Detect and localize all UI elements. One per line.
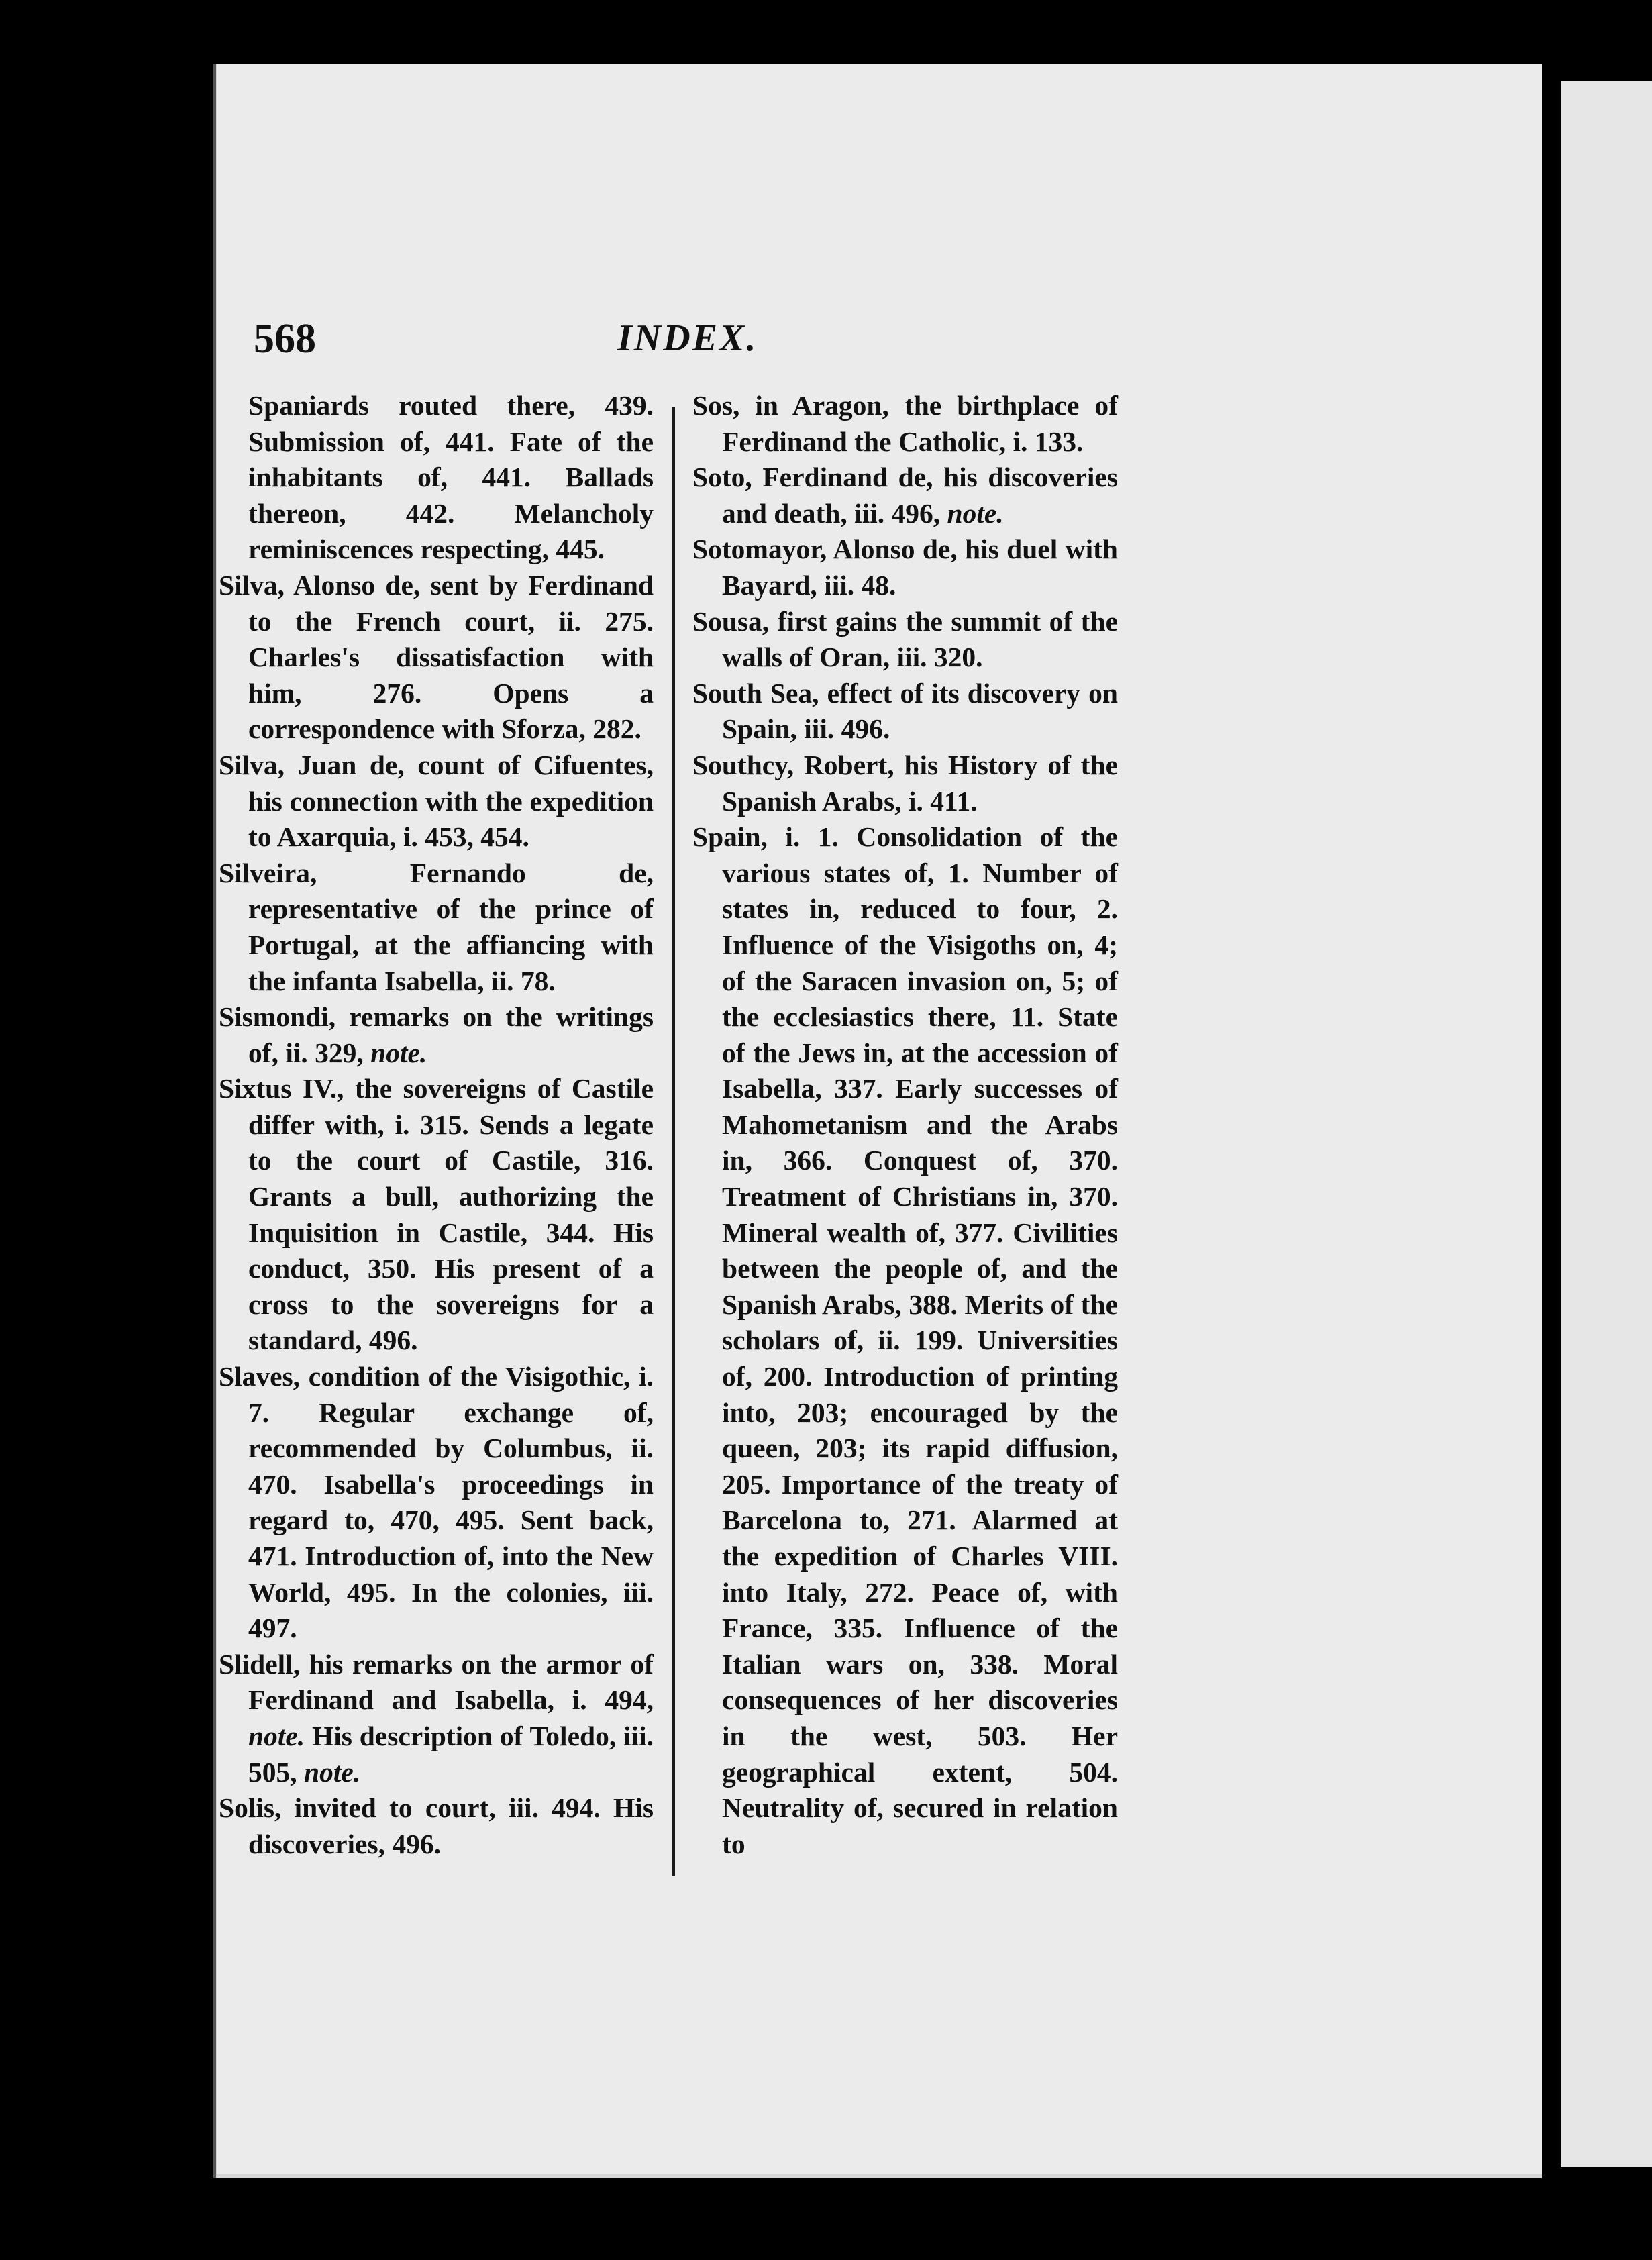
column-divider bbox=[672, 407, 675, 1876]
index-column-right bbox=[692, 388, 1118, 1862]
index-entry bbox=[219, 1647, 654, 1790]
page-header bbox=[0, 315, 1652, 369]
entry-text: Southcy, Robert, his History of the Spanish Arabs, i. 411. bbox=[692, 749, 1118, 817]
index-entry bbox=[219, 856, 654, 999]
entry-text: South Sea, effect of its discovery on Spain, iii. 496. bbox=[692, 677, 1118, 745]
entry-text-continued: His description of Toledo, iii. 505, bbox=[248, 1720, 654, 1788]
index-entry bbox=[219, 748, 654, 856]
entry-text: Soto, Ferdinand de, his discoveries and death, iii. 496, bbox=[692, 462, 1118, 529]
index-entry bbox=[692, 531, 1118, 603]
note-label: note. bbox=[304, 1756, 361, 1788]
page-edge bbox=[213, 64, 216, 2178]
entry-text: Slidell, his remarks on the armor of Ferdinand and Isabella, i. 494, bbox=[219, 1648, 654, 1716]
note-label: note. bbox=[370, 1037, 427, 1068]
page-number: 568 bbox=[254, 316, 316, 362]
entry-text: Sos, in Aragon, the birthplace of Ferdinand the Catholic, i. 133. bbox=[692, 390, 1118, 457]
index-entry bbox=[219, 1071, 654, 1359]
index-entry bbox=[692, 604, 1118, 676]
entry-text: Sousa, first gains the summit of the walls of Oran, iii. 320. bbox=[692, 605, 1118, 673]
entry-text: Silveira, Fernando de, representative of the prince of Portugal, at the affiancing with the infanta Isabella, ii. 78. bbox=[219, 857, 654, 996]
index-column-left bbox=[219, 388, 654, 1862]
entry-text: Solis, invited to court, iii. 494. His discoveries, 496. bbox=[219, 1792, 654, 1859]
entry-text: Sismondi, remarks on the writings of, ii. 329, bbox=[219, 1001, 654, 1068]
entry-text: Slaves, condition of the Visigothic, i. 7. Regular exchange of, recommended by Columbus, ii. 470. Isabella's proceedings in regard to, 470, 495. Sent back, 471. Introduction of, into the New World, 495. In the colonies, iii. 497. bbox=[219, 1361, 654, 1644]
index-entry bbox=[692, 819, 1118, 1862]
index-entry bbox=[219, 999, 654, 1071]
note-label: note. bbox=[947, 497, 1004, 529]
index-entry bbox=[219, 1790, 654, 1862]
facing-page-edge bbox=[1561, 81, 1652, 2167]
note-label: note. bbox=[248, 1720, 305, 1751]
entry-text: Silva, Alonso de, sent by Ferdinand to the French court, ii. 275. Charles's dissatisfaction with him, 276. Opens a correspondence with Sforza, 282. bbox=[219, 569, 654, 745]
index-entry bbox=[219, 568, 654, 748]
entry-text: Sixtus IV., the sovereigns of Castile differ with, i. 315. Sends a legate to the court of Castile, 316. Grants a bull, authorizing the Inquisition in Castile, 344. His conduct, 350. His present of a cross to the sovereigns for a standard, 496. bbox=[219, 1073, 654, 1356]
index-entry bbox=[219, 1359, 654, 1647]
index-entry bbox=[219, 388, 654, 568]
index-entry bbox=[692, 748, 1118, 819]
entry-text: Sotomayor, Alonso de, his duel with Bayard, iii. 48. bbox=[692, 533, 1118, 601]
entry-text: Spain, i. 1. Consolidation of the various states of, 1. Number of states in, reduced to four, 2. Influence of the Visigoths on, 4; of the Saracen invasion on, 5; of the ecclesiastics there, 11. State of the Jews in, at the accession of Isabella, 337. Early successes of Mahometanism and the Arabs in, 366. Conquest of, 370. Treatment of Christians in, 370. Mineral wealth of, 377. Civilities between the people of, and the Spanish Arabs, 388. Merits of the scholars of, ii. 199. Universities of, 200. Introduction of printing into, 203; encouraged by the queen, 203; its rapid diffusion, 205. Importance of the treaty of Barcelona to, 271. Alarmed at the expedition of Charles VIII. into Italy, 272. Peace of, with France, 335. Influence of the Italian wars on, 338. Moral consequences of her discoveries in the west, 503. Her geographical extent, 504. Neutrality of, secured in relation to bbox=[692, 821, 1118, 1859]
index-entry bbox=[692, 460, 1118, 531]
entry-text: Silva, Juan de, count of Cifuentes, his connection with the expedition to Axarquia, i. 453, 454. bbox=[219, 749, 654, 853]
index-entry bbox=[692, 388, 1118, 460]
running-title: INDEX. bbox=[617, 317, 758, 359]
index-entry bbox=[692, 676, 1118, 748]
entry-text: Spaniards routed there, 439. Submission of, 441. Fate of the inhabitants of, 441. Ballads thereon, 442. Melancholy reminiscences respecting, 445. bbox=[248, 390, 654, 565]
